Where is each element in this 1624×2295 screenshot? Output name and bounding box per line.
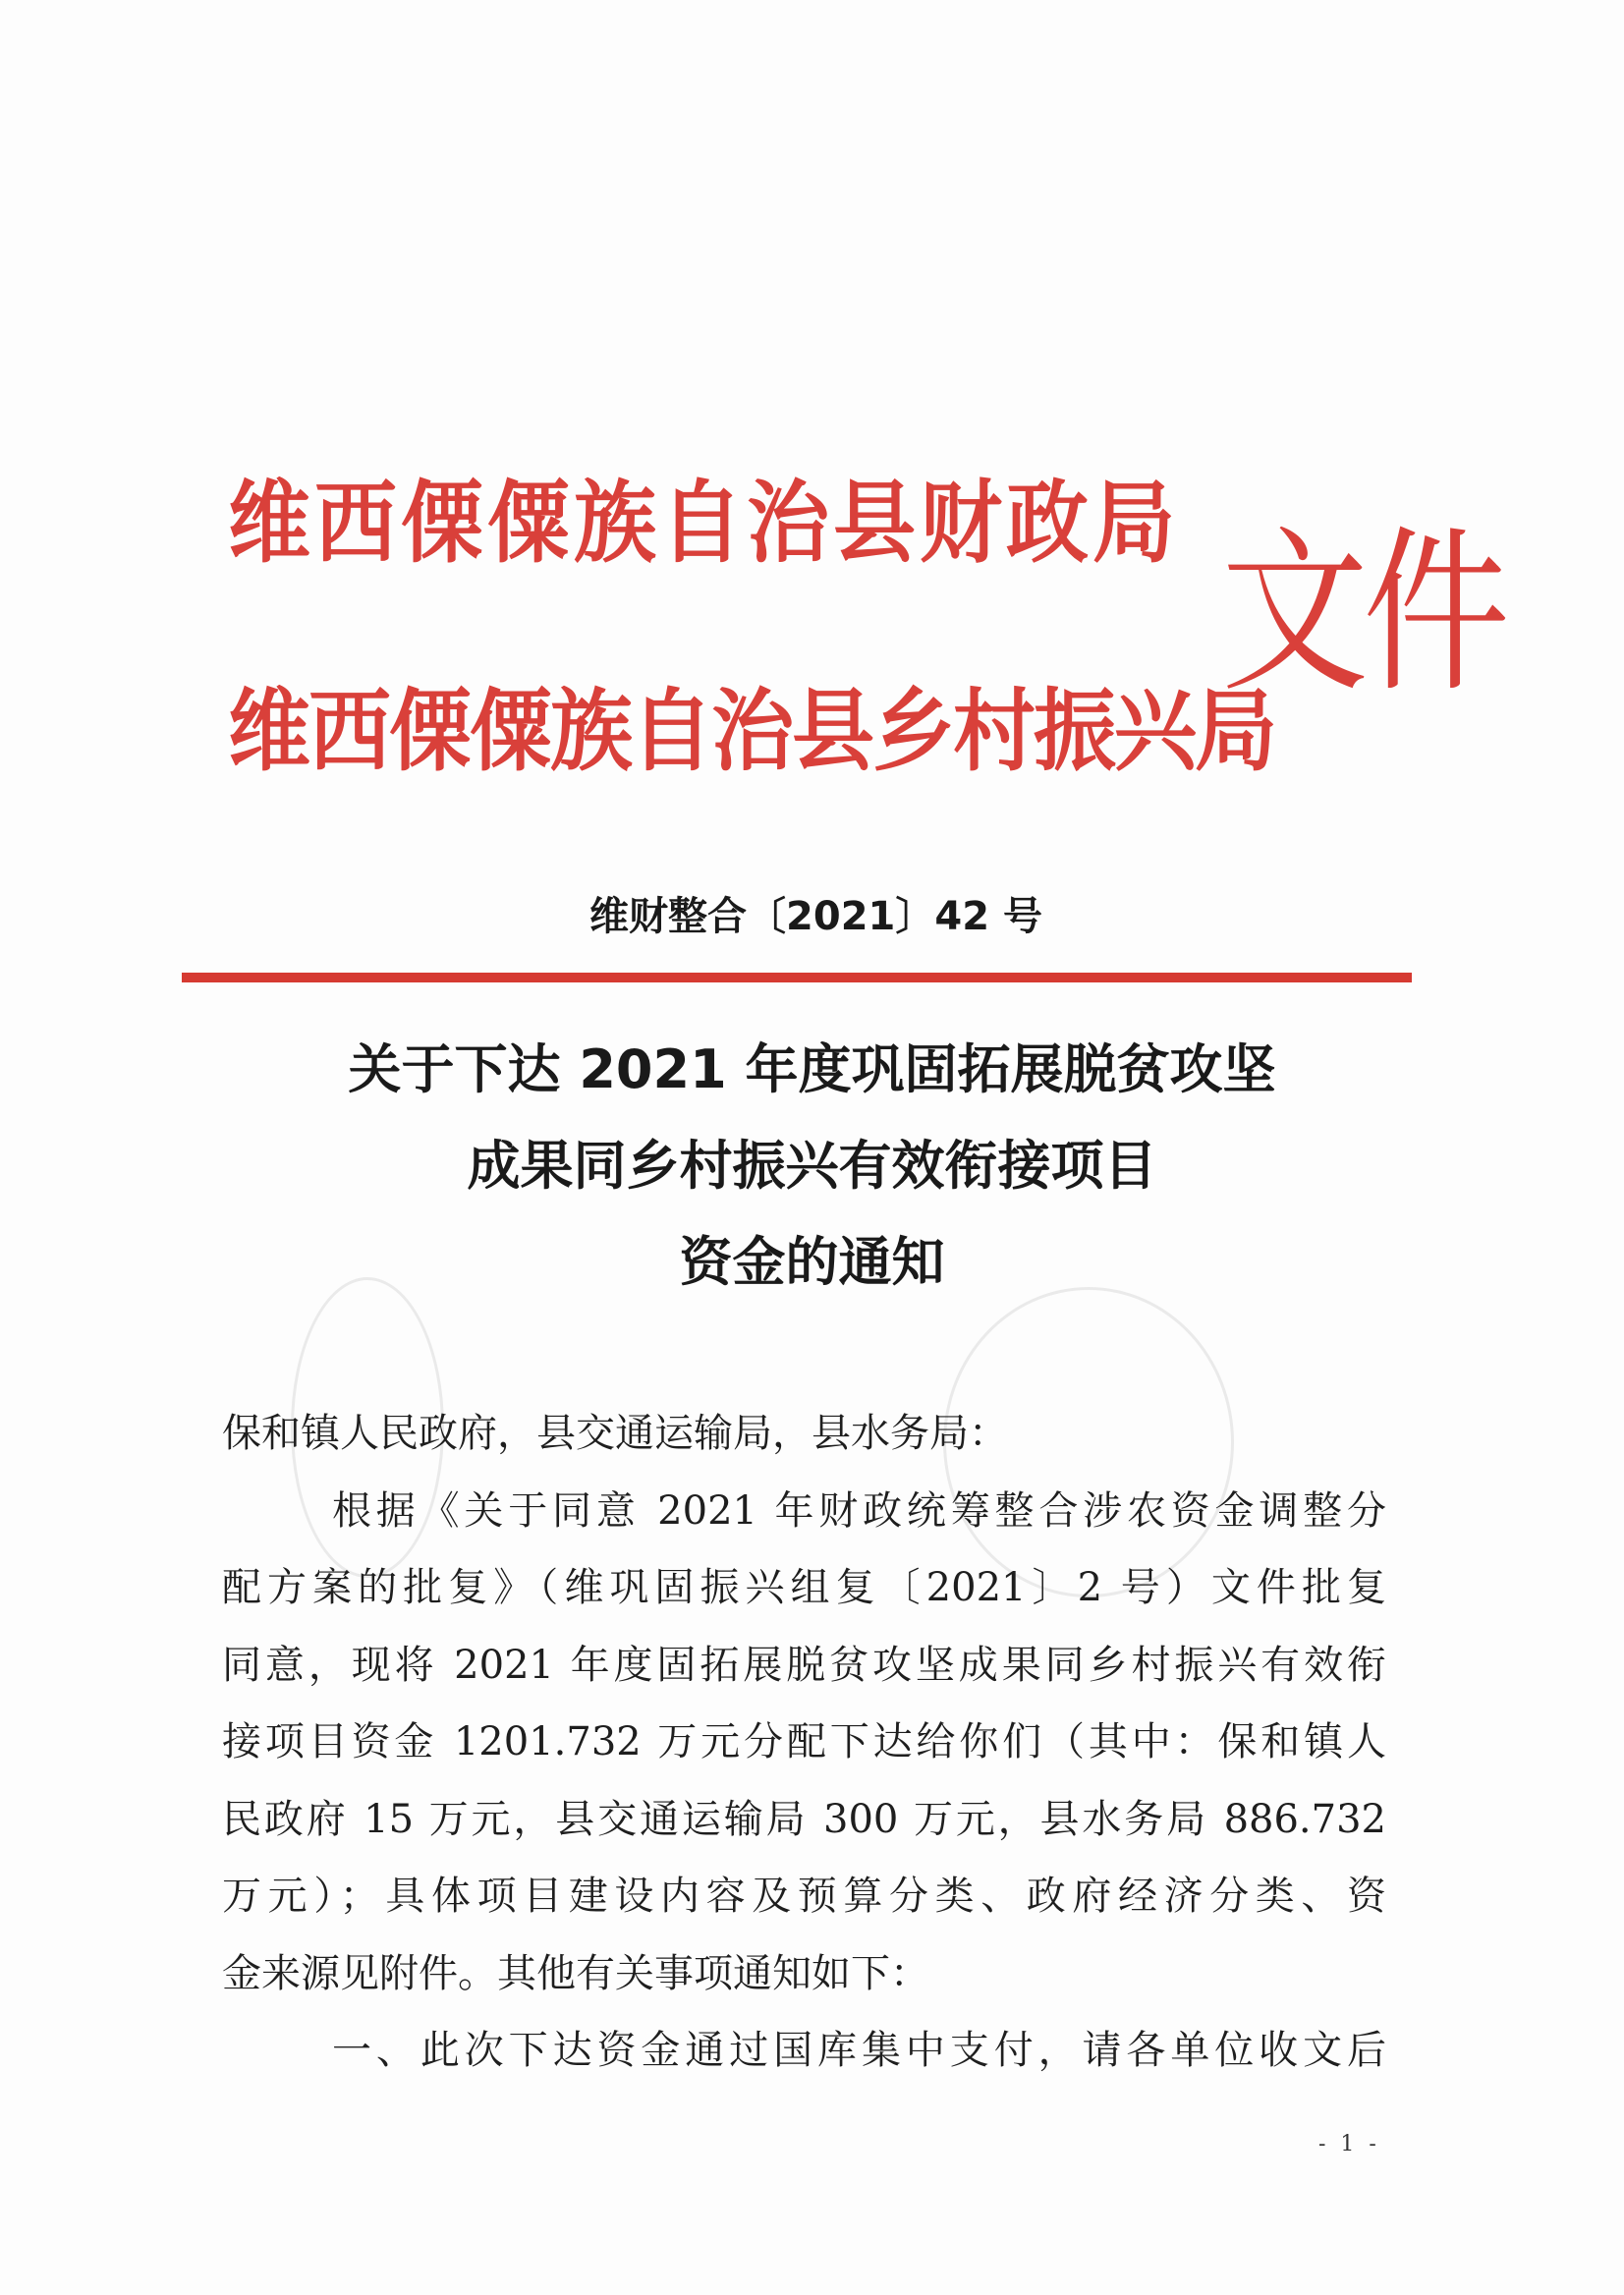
document-body: [222, 1395, 1386, 2090]
paragraph-line: 根据《关于同意 2021 年财政统筹整合涉农资金调整分: [332, 1487, 1386, 1534]
document-type-label: 文件: [1221, 511, 1505, 717]
title-line-1: 关于下达 2021 年度巩固拓展脱贫攻坚: [348, 1038, 1276, 1100]
red-divider: [182, 973, 1412, 982]
page-number: - 1 -: [1318, 2132, 1380, 2156]
title-line-3: 资金的通知: [679, 1231, 945, 1293]
paragraph-line: 配方案的批复》（维巩固振兴组复〔2021〕2 号）文件批复: [222, 1565, 1386, 1610]
item-1-line: 一、此次下达资金通过国库集中支付，请各单位收文后: [332, 2028, 1386, 2073]
document-number: 维财整合〔2021〕42 号: [589, 894, 1042, 939]
paragraph-line: 同意，现将 2021 年度固拓展脱贫攻坚成果同乡村振兴有效衔: [222, 1642, 1386, 1688]
paragraph-line: 万元）；具体项目建设内容及预算分类、政府经济分类、资: [222, 1874, 1386, 1919]
paragraph-line: 接项目资金 1201.732 万元分配下达给你们（其中：保和镇人: [222, 1719, 1386, 1764]
paragraph-line: 民政府 15 万元，县交通运输局 300 万元，县水务局 886.732: [222, 1796, 1386, 1842]
addressee: 保和镇人民政府，县交通运输局，县水务局：: [222, 1411, 1008, 1456]
issuer-rural-revitalization-bureau: 维西傈僳族自治县乡村振兴局: [228, 679, 1276, 783]
title-line-2: 成果同乡村振兴有效衔接项目: [467, 1135, 1157, 1197]
paragraph-line: 金来源见附件。其他有关事项通知如下：: [222, 1950, 929, 1996]
issuer-finance-bureau: 维西傈僳族自治县财政局: [228, 471, 1180, 575]
document-title: [0, 1022, 1624, 1311]
